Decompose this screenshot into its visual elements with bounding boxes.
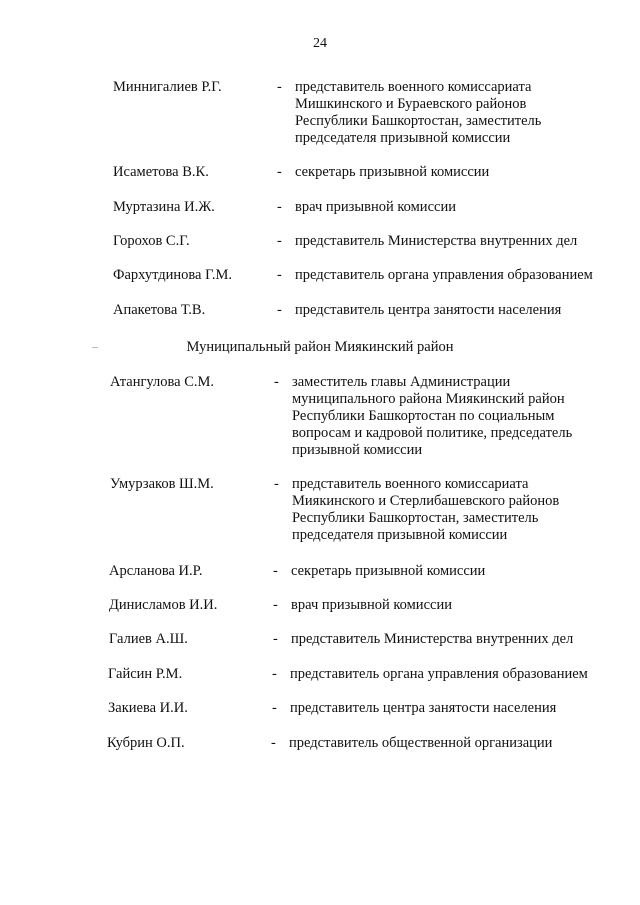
commission-member xyxy=(108,700,630,717)
dash-separator: - xyxy=(274,374,279,390)
commission-member xyxy=(110,374,632,459)
member-role: представитель Министерства внутренних дел xyxy=(291,631,574,647)
dash-separator: - xyxy=(272,666,277,682)
page-number: 24 xyxy=(313,36,327,51)
section-heading: Муниципальный район Миякинский район xyxy=(186,339,454,355)
commission-member xyxy=(108,666,630,683)
member-role: представитель центра занятости населения xyxy=(290,700,557,716)
member-role: представитель центра занятости населения xyxy=(295,302,562,318)
dash-separator: - xyxy=(273,597,278,613)
member-role: секретарь призывной комиссии xyxy=(291,563,486,579)
commission-member xyxy=(113,233,635,250)
member-role: врач призывной комиссии xyxy=(291,597,452,613)
member-name: Муртазина И.Ж. xyxy=(113,199,215,215)
commission-member xyxy=(113,79,635,147)
member-name: Умурзаков Ш.М. xyxy=(110,476,214,492)
member-name: Кубрин О.П. xyxy=(107,735,185,751)
dash-separator: - xyxy=(273,631,278,647)
member-role: представитель военного комиссариата Миякинского и Стерлибашевского районов Республики Башкортостан, заместитель председателя призывной комиссии xyxy=(292,476,560,543)
member-name: Закиева И.И. xyxy=(108,700,188,716)
commission-member xyxy=(107,735,629,752)
dash-separator: - xyxy=(277,199,282,215)
member-name: Арсланова И.Р. xyxy=(109,563,203,579)
member-role: представитель органа управления образованием xyxy=(295,267,593,283)
dash-separator: - xyxy=(272,700,277,716)
commission-member xyxy=(110,476,632,544)
commission-member xyxy=(113,164,635,181)
member-name: Гайсин Р.М. xyxy=(108,666,183,682)
dash-separator: - xyxy=(277,233,282,249)
dash-separator: - xyxy=(274,476,279,492)
commission-member xyxy=(113,267,635,284)
member-name: Галиев А.Ш. xyxy=(109,631,188,647)
member-name: Миннигалиев Р.Г. xyxy=(113,79,222,95)
dash-separator: - xyxy=(277,302,282,318)
member-name: Атангулова С.М. xyxy=(110,374,215,390)
member-role: представитель органа управления образованием xyxy=(290,666,588,682)
member-role: секретарь призывной комиссии xyxy=(295,164,490,180)
member-role: представитель общественной организации xyxy=(289,735,553,751)
member-name: Исаметова В.К. xyxy=(113,164,209,180)
commission-member xyxy=(109,563,631,580)
dash-separator: - xyxy=(277,164,282,180)
commission-member xyxy=(113,302,635,319)
commission-member xyxy=(109,631,631,648)
dash-separator: - xyxy=(277,79,282,95)
member-name: Динисламов И.И. xyxy=(109,597,218,613)
member-name: Горохов С.Г. xyxy=(113,233,190,249)
dash-separator: - xyxy=(271,735,276,751)
member-role: врач призывной комиссии xyxy=(295,199,456,215)
member-role: представитель Министерства внутренних дел xyxy=(295,233,578,249)
dash-separator: - xyxy=(277,267,282,283)
member-name: Фархутдинова Г.М. xyxy=(113,267,232,283)
member-role: представитель военного комиссариата Мишкинского и Бураевского районов Республики Башкортостан, заместитель председателя призывной комиссии xyxy=(295,79,542,146)
dash-separator: - xyxy=(273,563,278,579)
commission-member xyxy=(113,199,635,216)
member-name: Апакетова Т.В. xyxy=(113,302,206,318)
commission-member xyxy=(109,597,631,614)
member-role: заместитель главы Администрации муниципального района Миякинский район Республики Башкортостан по социальным вопросам и кадровой политике, председатель призывной комиссии xyxy=(292,374,573,458)
